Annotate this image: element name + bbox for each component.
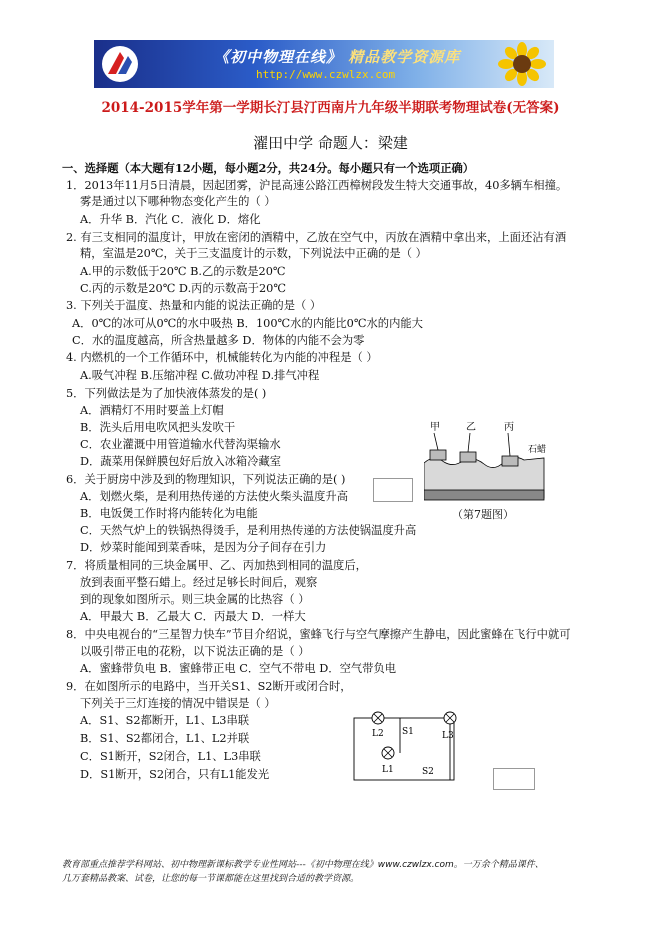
answer-box (493, 768, 535, 790)
question-line: 雾是通过以下哪种物态变化产生的（ ） (80, 195, 276, 208)
question-line: 精，室温是20℃，关于三支温度计的示数，下列说法中正确的是（ ） (80, 247, 427, 260)
exam-subtitle: 濯田中学 命题人：梁建 (253, 134, 408, 152)
answer-box (373, 478, 413, 502)
footer-line: 教育部重点推荐学科网站、初中物理新课标教学专业性网站---《初中物理在线》www.czwlzx.com。一万余个精品课件、 (62, 860, 544, 870)
question-line: 下列关于三灯连接的情况中错误是（ ） (80, 697, 276, 710)
circuit-diagram (350, 708, 470, 790)
sunflower-icon (494, 42, 550, 86)
circuit-label-l3: L3 (442, 731, 454, 741)
question-line: B．S1、S2都闭合，L1、L2并联 (80, 732, 250, 745)
question-line: D．S1断开，S2闭合，只有L1能发光 (80, 768, 270, 781)
question-line: A.吸气冲程 B.压缩冲程 C.做功冲程 D.排气冲程 (80, 369, 320, 382)
question-line: A．0℃的冰可从0℃的水中吸热 B．100℃水的内能比0℃水的内能大 (72, 317, 423, 330)
question-line: 到的现象如图所示。则三块金属的比热容（ ） (80, 593, 310, 606)
question-line: 5．下列做法是为了加快液体蒸发的是( ) (66, 387, 267, 400)
question-line: 4. 内燃机的一个工作循环中，机械能转化为内能的冲程是（ ） (66, 351, 378, 364)
question-line: A．酒精灯不用时要盖上灯帽 (80, 404, 224, 417)
header-banner (94, 40, 554, 88)
question-line: C．S1断开，S2闭合，L1、L3串联 (80, 750, 261, 763)
question-line: 放到表面平整石蜡上。经过足够长时间后，观察 (80, 576, 318, 589)
figure-7-caption: （第7题图） (452, 508, 514, 521)
question-line: 7．将质量相同的三块金属甲、乙、丙加热到相同的温度后， (66, 559, 367, 572)
footer-line: 几万套精品教案、试卷，让您的每一节课都能在这里找到合适的教学资源。 (62, 874, 360, 884)
fig7-label-bing: 丙 (504, 422, 514, 433)
question-line: 1．2013年11月5日清晨，因起团雾，沪昆高速公路江西樟树段发生特大交通事故，40多辆车相撞。 (66, 179, 568, 192)
question-line: C.丙的示数是20℃ D.丙的示数高于20℃ (80, 282, 286, 295)
banner-url: http://www.czwlzx.com (256, 68, 396, 81)
question-line: A.甲的示数低于20℃ B.乙的示数是20℃ (80, 265, 286, 278)
fig7-wax-label: 石蜡 (528, 445, 547, 455)
fig7-label-jia: 甲 (430, 422, 440, 433)
fig7-label-yi: 乙 (466, 422, 476, 433)
question-line: C．水的温度越高，所含热量越多 D．物体的内能不会为零 (72, 334, 365, 347)
question-line: D．炒菜时能闻到菜香味，是因为分子间存在引力 (80, 541, 327, 554)
question-line: 以吸引带正电的花粉，以下说法正确的是（ ） (80, 645, 310, 658)
banner-title: 《初中物理在线》 精品教学资源库 (214, 48, 461, 66)
circuit-label-s2: S2 (422, 767, 434, 777)
question-line: A．S1、S2都断开，L1、L3串联 (80, 714, 250, 727)
question-line: A．划燃火柴，是利用热传递的方法使火柴头温度升高 (80, 490, 348, 503)
question-line: 2. 有三支相同的温度计，甲放在密闭的酒精中，乙放在空气中，丙放在酒精中拿出来，上面还沾有酒 (66, 231, 567, 244)
question-line: A．升华 B．汽化 C．液化 D．熔化 (80, 213, 261, 226)
site-logo-icon (100, 44, 140, 84)
question-line: D．蔬菜用保鲜膜包好后放入冰箱冷藏室 (80, 455, 282, 468)
question-line: A．蜜蜂带负电 B．蜜蜂带正电 C．空气不带电 D．空气带负电 (80, 662, 397, 675)
circuit-label-s1: S1 (402, 727, 414, 737)
question-line: B．洗头后用电吹风把头发吹干 (80, 421, 236, 434)
page-footer (62, 858, 622, 886)
circuit-label-l1: L1 (382, 765, 394, 775)
question-line: B．电饭煲工作时将内能转化为电能 (80, 507, 258, 520)
question-line: A．甲最大 B．乙最大 C．丙最大 D．一样大 (80, 610, 306, 623)
section-heading: 一、选择题（本大题有12小题，每小题2分，共24分。每小题只有一个选项正确） (62, 161, 475, 175)
question-line: 8．中央电视台的“三星智力快车”节目介绍说，蜜蜂飞行与空气摩擦产生静电，因此蜜蜂在飞行中就可 (66, 628, 571, 641)
question-line: 6．关于厨房中涉及到的物理知识，下列说法正确的是( ) (66, 473, 346, 486)
question-line: 3. 下列关于温度、热量和内能的说法正确的是（ ） (66, 299, 322, 312)
question-line: 9．在如图所示的电路中，当开关S1、S2断开或闭合时， (66, 680, 352, 693)
exam-title: 2014-2015学年第一学期长汀县汀西南片九年级半期联考物理试卷(无答案) (101, 100, 560, 116)
question-line: C．农业灌溉中用管道输水代替沟渠输水 (80, 438, 281, 451)
circuit-label-l2: L2 (372, 729, 384, 739)
question-line: C．天然气炉上的铁锅热得烫手，是利用热传递的方法使锅温度升高 (80, 524, 417, 537)
